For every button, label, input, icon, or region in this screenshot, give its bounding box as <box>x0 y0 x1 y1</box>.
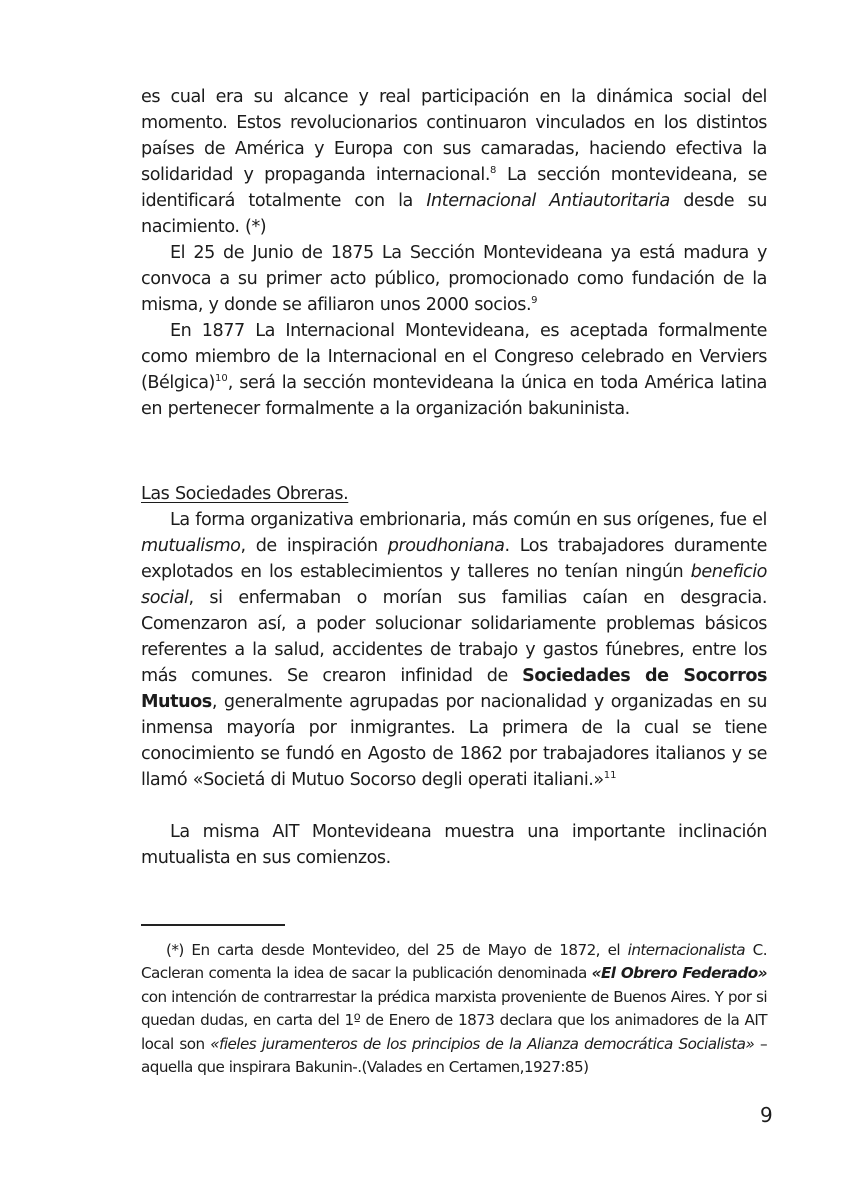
footnotes <box>141 939 767 1079</box>
emphasis-beneficio-social: beneficio social <box>141 562 767 608</box>
emphasis-proudhoniana: proudhoniana <box>387 536 505 556</box>
section-heading: Las Sociedades Obreras. <box>141 484 349 504</box>
footnote-ref-11[interactable]: 11 <box>603 770 617 781</box>
bold-sociedades-de-socorros-mutuos: Sociedades de Socorros Mutuos <box>141 666 767 712</box>
publication-title: «El Obrero Federado» <box>591 964 767 983</box>
emphasis-mutualismo: mutualismo <box>141 536 241 556</box>
paragraph-2: El 25 de Junio de 1875 La Sección Montevideana ya está madura y convoca a su primer acto público, promocionado como fundación de la misma, y donde se afiliaron unos 2000 socios.$^9$ <box>141 243 767 315</box>
footnote-ref-9[interactable]: 9 <box>531 295 538 306</box>
footnote-separator <box>141 924 285 926</box>
paragraph-4: La forma organizativa embrionaria, más común en sus orígenes, fue el mutualismo, de inspiración proudhoniana. Los trabajadores duramente explotados en los establecimientos y talleres no tenían ningún beneficio social, si enfermaban o morían sus familias caían en desgracia. Comenzaron así, a poder solucionar solidariamente problemas básicos referentes a la salud, accidentes de trabajo y gastos fúnebres, entre los más comunes. Se crearon infinidad de Sociedades de Socorros Mutuos, generalmente agrupadas por nacionalidad y organizadas en su inmensa mayoría por inmigrantes. La primera de la cual se tiene conocimiento se fundó en Agosto de 1862 por trabajadores italianos y se llamó «Societá di Mutuo Socorso degli operati italiani.»$^{11}$ <box>141 510 767 790</box>
page-number: 9 <box>760 1103 773 1127</box>
paragraph-3: En 1877 La Internacional Montevideana, es aceptada formalmente como miembro de la Internacional en el Congreso celebrado en Verviers (Bélgica)$^{10}$, será la sección montevideana la única en toda América latina en pertenecer formalmente a la organización bakuninista. <box>141 321 767 419</box>
footnote-ref-8[interactable]: 8 <box>490 165 497 176</box>
paragraph-5: La misma AIT Montevideana muestra una importante inclinación mutualista en sus comienzos. <box>141 822 767 868</box>
spacer <box>141 422 767 481</box>
quote-alianza: «fieles juramenteros de los principios de la Alianza democrática Socialista» <box>210 1034 755 1053</box>
emphasis-internacional-antiautoritaria: Internacional Antiautoritaria <box>426 191 670 211</box>
spacer <box>141 793 767 819</box>
body-text <box>141 84 767 871</box>
footnote-ref-10[interactable]: 10 <box>214 373 228 384</box>
footnote-asterisk: (*) En carta desde Montevideo, del 25 de Mayo de 1872, el internacionalista C. Cacleran comenta la idea de sacar la publicación denominada «El Obrero Federado» con intención de contrarrestar la prédica marxista proveniente de Buenos Aires. Y por si quedan dudas, en carta del 1º de Enero de 1873 declara que los animadores de la AIT local son «fieles juramenteros de los principios de la Alianza democrática Socialista» –aquella que inspirara Bakunin-.(Valades en Certamen,1927:85) <box>141 941 767 1077</box>
paragraph-1: es cual era su alcance y real participación en la dinámica social del momento. Estos revolucionarios continuaron vinculados en los distintos países de América y Europa con sus camaradas, haciendo efectiva la solidaridad y propaganda internacional.$^8$ La sección montevideana, se identificará totalmente con la Internacional Antiautoritaria desde su nacimiento. (*) <box>141 87 767 237</box>
